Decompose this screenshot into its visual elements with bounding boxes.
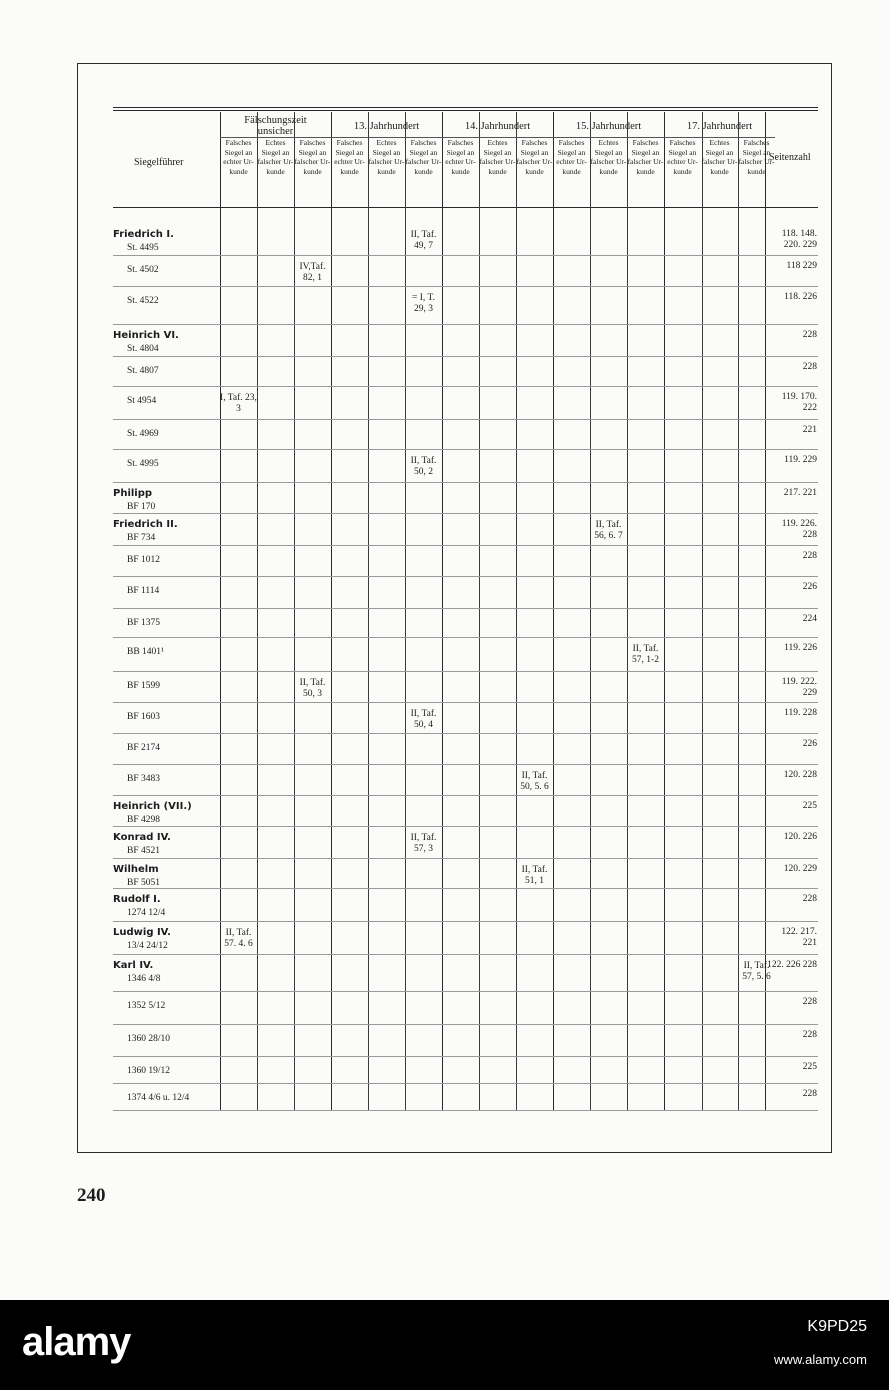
table-cell-reference: II, Taf. 57, 5. 6 <box>742 961 771 982</box>
row-page-numbers: 122. 226 228 <box>767 960 817 970</box>
table-cell-reference: II, Taf. 57, 1-2 <box>632 644 659 665</box>
row-separator <box>113 419 818 420</box>
watermark-banner <box>0 1300 889 1390</box>
row-reference: 1374 4/6 u. 12/4 <box>127 1093 190 1103</box>
row-separator <box>113 858 818 859</box>
column-divider <box>627 112 628 1111</box>
row-reference: 1352 5/12 <box>127 1001 166 1011</box>
row-separator <box>113 991 818 992</box>
row-separator <box>113 637 818 638</box>
watermark-logo: alamy <box>22 1320 131 1364</box>
row-separator <box>113 513 818 514</box>
watermark-url: www.alamy.com <box>774 1352 867 1367</box>
row-ruler-name: Ludwig IV. <box>113 927 171 938</box>
row-page-numbers: 120. 229 <box>783 864 817 874</box>
row-reference: BF 2174 <box>127 743 160 753</box>
row-reference: BF 1012 <box>127 555 160 565</box>
row-separator <box>113 921 818 922</box>
row-separator <box>113 671 818 672</box>
column-divider <box>257 112 258 1111</box>
row-reference: BF 5051 <box>127 878 160 888</box>
table-top-rule-inner <box>113 110 818 111</box>
row-reference: 1346 4/8 <box>127 974 161 984</box>
column-divider <box>590 112 591 1111</box>
row-separator <box>113 1083 818 1084</box>
column-divider <box>368 112 369 1111</box>
row-page-numbers: 119. 228 <box>784 708 817 718</box>
subcolumn-header: Falsches Siegel an echter Ur-kunde <box>334 138 365 176</box>
column-divider <box>405 112 406 1111</box>
row-ruler-name: Wilhelm <box>113 864 159 875</box>
row-separator <box>113 954 818 955</box>
table-cell-reference: IV,Taf. 82, 1 <box>299 262 326 283</box>
table-cell-reference: II, Taf. 50, 5. 6 <box>520 771 549 792</box>
row-page-numbers: 119. 226. 228 <box>781 519 817 540</box>
subcolumn-header: Falsches Siegel an echter Ur-kunde <box>445 138 476 176</box>
table-cell-reference: = I, T. 29, 3 <box>412 293 435 314</box>
row-separator <box>113 449 818 450</box>
row-page-numbers: 226 <box>802 739 817 749</box>
row-reference: BF 1603 <box>127 712 160 722</box>
subcolumn-header: Falsches Siegel an falscher Ur-kunde <box>405 138 442 176</box>
table-cell-reference: II, Taf. 50, 2 <box>410 456 437 477</box>
row-page-numbers: 228 <box>802 330 817 340</box>
table-cell-reference: II, Taf. 50, 4 <box>410 709 437 730</box>
row-reference: BF 1599 <box>127 681 160 691</box>
header-bottom-rule <box>113 207 818 208</box>
row-ruler-name: Philipp <box>113 488 153 499</box>
row-page-numbers: 120. 226 <box>783 832 817 842</box>
row-separator <box>113 608 818 609</box>
row-ruler-name: Heinrich VI. <box>113 330 179 341</box>
row-reference: 1360 19/12 <box>127 1066 171 1076</box>
row-reference: BF 1375 <box>127 618 160 628</box>
column-divider <box>664 112 665 1111</box>
subcolumn-header: Falsches Siegel an falscher Ur-kunde <box>294 138 331 176</box>
row-page-numbers: 226 <box>802 582 817 592</box>
row-page-numbers: 119. 226 <box>784 643 817 653</box>
row-separator <box>113 286 818 287</box>
row-separator <box>113 1110 818 1111</box>
row-page-numbers: 119. 229 <box>784 455 817 465</box>
row-ruler-name: Friedrich II. <box>113 519 178 530</box>
row-ruler-name: Konrad IV. <box>113 832 171 843</box>
page-column-header: Seitenzahl <box>769 152 811 163</box>
page-number: 240 <box>77 1185 106 1206</box>
subcolumn-header: Falsches Siegel an echter Ur-kunde <box>556 138 587 176</box>
row-reference: St. 4969 <box>127 429 159 439</box>
column-divider <box>479 112 480 1111</box>
row-reference: 13/4 24/12 <box>127 941 168 951</box>
row-page-numbers: 120. 228 <box>783 770 817 780</box>
row-separator <box>113 576 818 577</box>
row-separator <box>113 1024 818 1025</box>
row-reference: St. 4804 <box>127 344 159 354</box>
row-reference: St. 4807 <box>127 366 159 376</box>
row-reference: 1360 28/10 <box>127 1034 171 1044</box>
column-divider <box>516 112 517 1111</box>
row-reference: BB 1401¹ <box>127 647 164 657</box>
row-page-numbers: 225 <box>802 801 817 811</box>
row-separator <box>113 482 818 483</box>
subcolumn-header: Falsches Siegel an echter Ur-kunde <box>223 138 254 176</box>
subcolumn-header: Falsches Siegel an echter Ur-kunde <box>667 138 698 176</box>
row-page-numbers: 224 <box>802 614 817 624</box>
row-ruler-name: Heinrich (VII.) <box>113 801 192 812</box>
row-separator <box>113 356 818 357</box>
row-separator <box>113 795 818 796</box>
group-header: 13. Jahrhundert <box>353 121 420 132</box>
row-page-numbers: 119. 170. 222 <box>781 392 817 413</box>
group-header: 14. Jahrhundert <box>464 121 531 132</box>
row-page-numbers: 225 <box>802 1062 817 1072</box>
table-cell-reference: I, Taf. 23, 3 <box>220 393 257 414</box>
row-reference: BF 734 <box>127 533 156 543</box>
row-page-numbers: 228 <box>802 1089 817 1099</box>
table-cell-reference: II, Taf. 49, 7 <box>410 230 437 251</box>
row-reference: BF 1114 <box>127 586 160 596</box>
row-page-numbers: 119. 222. 229 <box>781 677 817 698</box>
table-cell-reference: II, Taf. 50, 3 <box>299 678 326 699</box>
row-ruler-name: Friedrich I. <box>113 229 174 240</box>
column-divider <box>553 112 554 1111</box>
row-page-numbers: 228 <box>802 1030 817 1040</box>
group-header: 17. Jahrhundert <box>686 121 753 132</box>
row-page-numbers: 228 <box>802 997 817 1007</box>
row-reference: St. 4522 <box>127 296 159 306</box>
column-divider <box>220 112 221 1111</box>
table-cell-reference: II, Taf. 57. 4. 6 <box>224 928 253 949</box>
watermark-image-id: K9PD25 <box>807 1318 867 1335</box>
row-ruler-name: Rudolf I. <box>113 894 161 905</box>
row-reference: BF 4298 <box>127 815 160 825</box>
row-separator <box>113 255 818 256</box>
subcolumn-header: Falsches Siegel an falscher Ur-kunde <box>516 138 553 176</box>
column-divider <box>702 112 703 1111</box>
row-separator <box>113 702 818 703</box>
row-page-numbers: 228 <box>802 362 817 372</box>
row-page-numbers: 118. 226 <box>784 292 817 302</box>
table-top-rule <box>113 107 818 108</box>
subcolumn-header: Falsches Siegel an falscher Ur-kunde <box>738 138 775 176</box>
row-separator <box>113 386 818 387</box>
row-separator <box>113 1056 818 1057</box>
row-reference: BF 4521 <box>127 846 160 856</box>
row-reference: BF 170 <box>127 502 156 512</box>
row-separator <box>113 826 818 827</box>
group-header: Fälschungszeit unsicher <box>244 115 307 137</box>
row-reference: St. 4995 <box>127 459 159 469</box>
subcolumn-header: Falsches Siegel an falscher Ur-kunde <box>627 138 664 176</box>
row-separator <box>113 733 818 734</box>
subcolumn-header: Echtes Siegel an falscher Ur-kunde <box>368 138 405 176</box>
row-reference: BF 3483 <box>127 774 160 784</box>
row-reference: St 4954 <box>127 396 157 406</box>
row-page-numbers: 221 <box>802 425 817 435</box>
table-cell-reference: II, Taf. 51, 1 <box>521 865 548 886</box>
row-separator <box>113 324 818 325</box>
group-header: 15. Jahrhundert <box>575 121 642 132</box>
row-ruler-name: Karl IV. <box>113 960 154 971</box>
subcolumn-header: Echtes Siegel an falscher Ur-kunde <box>590 138 627 176</box>
row-page-numbers: 118. 148. 220. 229 <box>781 229 817 250</box>
row-separator <box>113 888 818 889</box>
column-divider <box>442 112 443 1111</box>
row-page-numbers: 228 <box>802 551 817 561</box>
row-reference: 1274 12/4 <box>127 908 166 918</box>
row-page-numbers: 217. 221 <box>783 488 817 498</box>
row-reference: St. 4502 <box>127 265 159 275</box>
row-label-header: Siegelführer <box>134 157 184 168</box>
subcolumn-header: Echtes Siegel an falscher Ur-kunde <box>479 138 516 176</box>
row-separator <box>113 764 818 765</box>
row-reference: St. 4495 <box>127 243 159 253</box>
row-page-numbers: 118 229 <box>786 261 817 271</box>
column-divider <box>331 112 332 1111</box>
row-page-numbers: 122. 217. 221 <box>781 927 817 948</box>
subcolumn-header: Echtes Siegel an falscher Ur-kunde <box>701 138 738 176</box>
table-cell-reference: II, Taf. 56, 6. 7 <box>594 520 623 541</box>
row-separator <box>113 545 818 546</box>
subcolumn-header: Echtes Siegel an falscher Ur-kunde <box>257 138 294 176</box>
row-page-numbers: 228 <box>802 894 817 904</box>
table-cell-reference: II, Taf. 57, 3 <box>410 833 437 854</box>
